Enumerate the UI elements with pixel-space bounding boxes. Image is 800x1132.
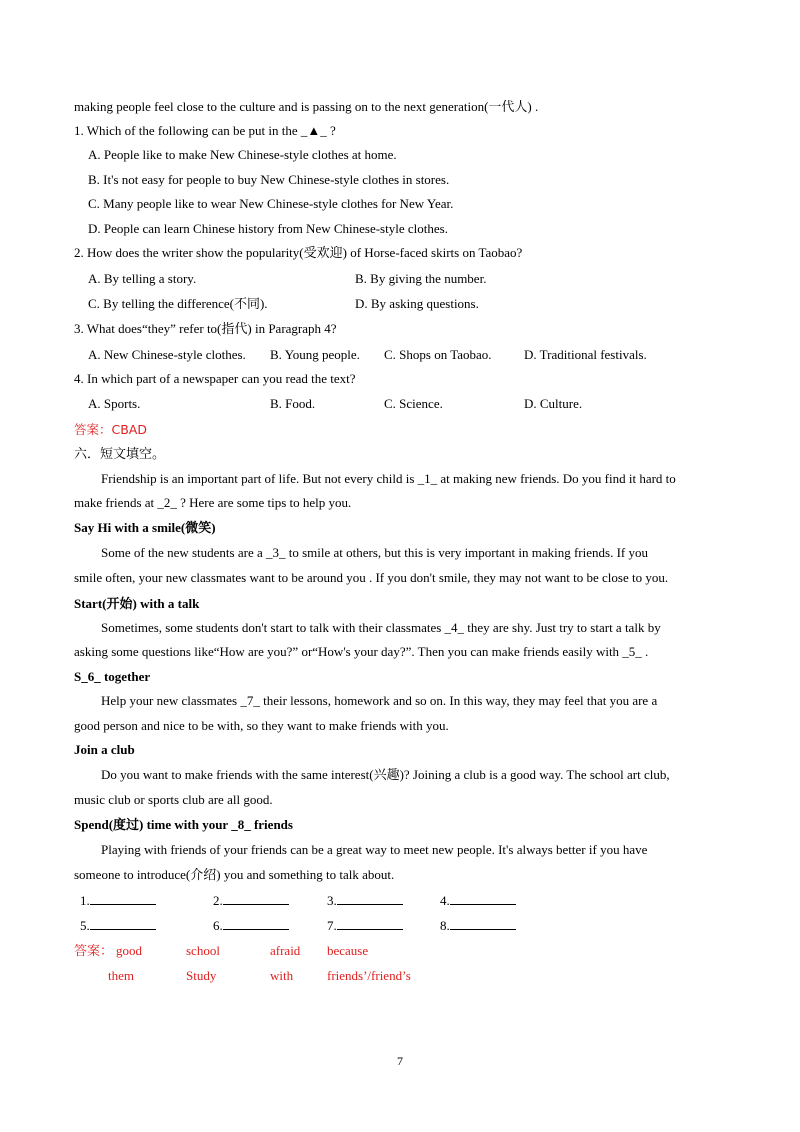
section-title: 六．短文填空。 <box>74 446 166 461</box>
blank-1-line <box>90 892 156 905</box>
answer-2-word-1: good <box>116 943 142 958</box>
question-4-option-c: C. Science. <box>384 396 443 411</box>
question-4-stem: 4. In which part of a newspaper can you read the text? <box>74 371 356 386</box>
question-4-option-d: D. Culture. <box>524 396 583 411</box>
answer-2-word-6: Study <box>186 968 217 983</box>
tip-5-heading: Spend(度过) time with your _8_ friends <box>74 817 293 832</box>
blank-7-label: 7. <box>327 918 337 933</box>
tip-4-heading: Join a club <box>74 742 135 757</box>
question-1-option-c: C. Many people like to wear New Chinese-style clothes for New Year. <box>88 196 454 211</box>
question-4-option-a: A. Sports. <box>88 396 141 411</box>
question-1-option-b: B. It's not easy for people to buy New Chinese-style clothes in stores. <box>88 172 450 187</box>
tip-3-line-1: Help your new classmates _7_ their lessons, homework and so on. In this way, they may feel that you are a <box>101 693 658 708</box>
answer-2-word-4: because <box>327 943 369 958</box>
tip-1-line-1: Some of the new students are a _3_ to smile at others, but this is very important in making friends. If you <box>101 545 648 560</box>
blank-8-label: 8. <box>440 918 450 933</box>
blank-6 <box>213 917 289 934</box>
blank-5-label: 5. <box>80 918 90 933</box>
blank-8-line <box>450 917 516 930</box>
answer-2-word-5: them <box>108 968 134 983</box>
answer-key-1: 答案：CBAD <box>74 422 147 437</box>
intro-line-2: make friends at _2_ ? Here are some tips to help you. <box>74 495 352 510</box>
question-3-option-d: D. Traditional festivals. <box>524 347 647 362</box>
blank-3 <box>327 892 403 909</box>
blank-4-label: 4. <box>440 893 450 908</box>
tip-3-heading: S_6_ together <box>74 669 151 684</box>
question-2-stem: 2. How does the writer show the popularity(受欢迎) of Horse-faced skirts on Taobao? <box>74 245 523 260</box>
question-3-option-b: B. Young people. <box>270 347 360 362</box>
tip-5-line-2: someone to introduce(介绍) you and something to talk about. <box>74 867 395 882</box>
answer-2-word-7: with <box>270 968 294 983</box>
blank-5 <box>80 917 156 934</box>
answer-2-word-2: school <box>186 943 220 958</box>
tip-1-line-2: smile often, your new classmates want to be around you . If you don't smile, they may not want to be close to you. <box>74 570 669 585</box>
blank-4 <box>440 892 516 909</box>
question-1-stem: 1. Which of the following can be put in the _▲_ ? <box>74 123 336 138</box>
answer-2-word-3: afraid <box>270 943 301 958</box>
question-4-option-b: B. Food. <box>270 396 316 411</box>
intro-line-1: Friendship is an important part of life. But not every child is _1_ at making new friends. Do you find it hard to <box>101 471 676 486</box>
tip-4-line-2: music club or sports club are all good. <box>74 792 273 807</box>
question-2-option-d: D. By asking questions. <box>355 296 479 311</box>
tip-1-heading: Say Hi with a smile(微笑) <box>74 520 216 535</box>
blank-6-label: 6. <box>213 918 223 933</box>
blank-4-line <box>450 892 516 905</box>
question-2-option-c: C. By telling the difference(不同). <box>88 296 268 311</box>
tip-2-line-2: asking some questions like“How are you?” or“How's your day?”. Then you can make friends easily with _5_ . <box>74 644 649 659</box>
question-1-option-d: D. People can learn Chinese history from New Chinese-style clothes. <box>88 221 448 236</box>
tip-3-line-2: good person and nice to be with, so they want to make friends with you. <box>74 718 449 733</box>
top-line: making people feel close to the culture and is passing on to the next generation(一代人) . <box>74 99 539 114</box>
blank-2 <box>213 892 289 909</box>
question-3-option-c: C. Shops on Taobao. <box>384 347 492 362</box>
question-3-stem: 3. What does“they” refer to(指代) in Paragraph 4? <box>74 321 337 336</box>
answer-key-2-prefix: 答案： <box>74 943 114 958</box>
blank-6-line <box>223 917 289 930</box>
question-1-option-a: A. People like to make New Chinese-style clothes at home. <box>88 147 397 162</box>
blank-1 <box>80 892 156 909</box>
blank-3-label: 3. <box>327 893 337 908</box>
question-3-option-a: A. New Chinese-style clothes. <box>88 347 246 362</box>
blank-1-label: 1. <box>80 893 90 908</box>
tip-2-heading: Start(开始) with a talk <box>74 596 200 611</box>
blank-2-label: 2. <box>213 893 223 908</box>
question-2-option-a: A. By telling a story. <box>88 271 197 286</box>
tip-4-line-1: Do you want to make friends with the same interest(兴趣)? Joining a club is a good way. The school art club, <box>101 767 670 782</box>
blank-7-line <box>337 917 403 930</box>
blank-3-line <box>337 892 403 905</box>
tip-5-line-1: Playing with friends of your friends can be a great way to meet new people. It's always better if you have <box>101 842 648 857</box>
page-number: 7 <box>397 1054 403 1068</box>
blank-8 <box>440 917 516 934</box>
blank-5-line <box>90 917 156 930</box>
blank-7 <box>327 917 403 934</box>
tip-2-line-1: Sometimes, some students don't start to talk with their classmates _4_ they are shy. Just try to start a talk by <box>101 620 661 635</box>
blank-2-line <box>223 892 289 905</box>
answer-2-word-8: friends’/friend’s <box>327 968 411 983</box>
question-2-option-b: B. By giving the number. <box>355 271 487 286</box>
